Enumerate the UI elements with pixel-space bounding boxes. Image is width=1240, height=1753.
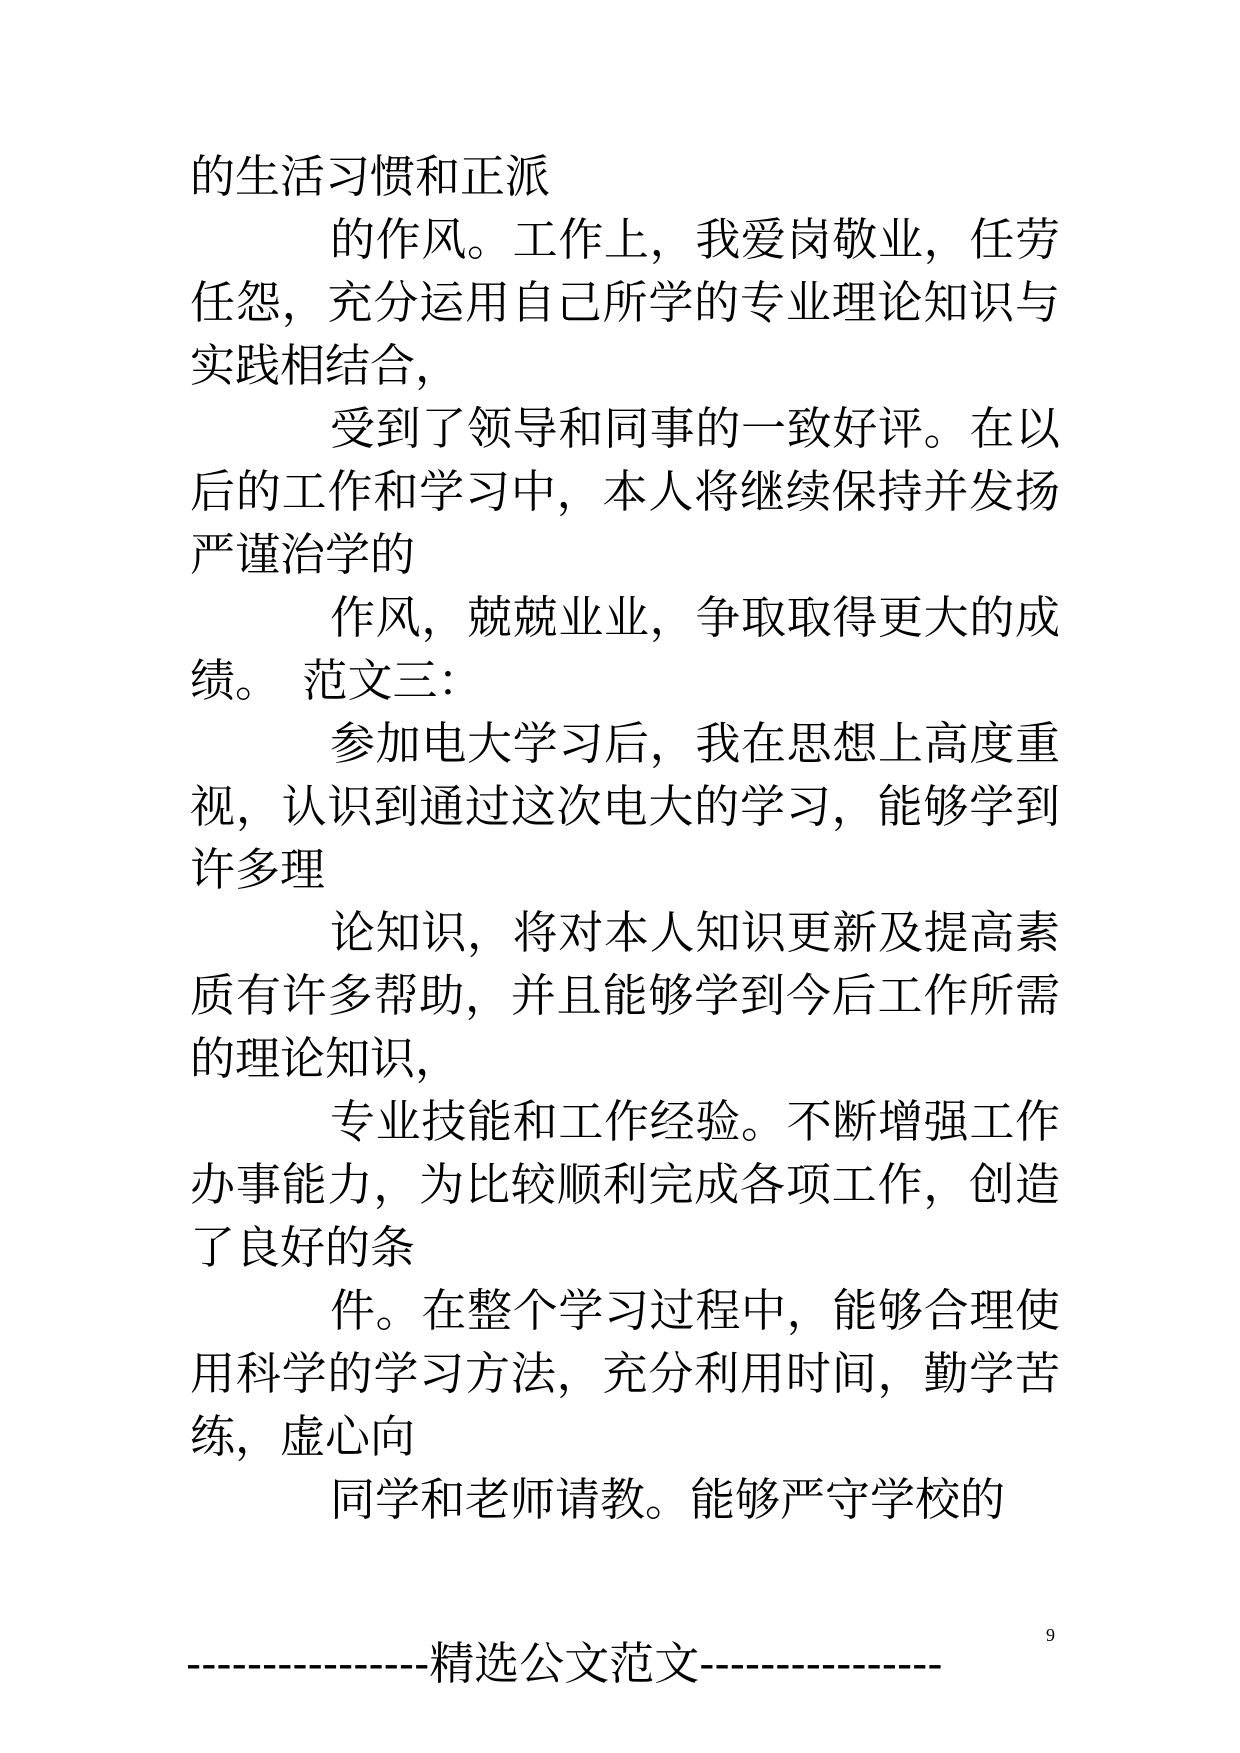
page-number: 9	[1046, 1625, 1055, 1645]
paragraph-7: 专业技能和工作经验。不断增强工作办事能力，为比较顺利完成各项工作，创造了良好的条	[190, 1095, 1060, 1274]
paragraph-4: 作风，兢兢业业，争取取得更大的成绩。 范文三：	[190, 591, 1060, 707]
document-body	[190, 145, 1060, 1531]
paragraph-5: 参加电大学习后，我在思想上高度重视，认识到通过这次电大的学习，能够学到许多理	[190, 717, 1060, 896]
paragraph-6: 论知识，将对本人知识更新及提高素质有许多帮助，并且能够学到今后工作所需的理论知识，	[190, 906, 1060, 1085]
paragraph-9: 同学和老师请教。能够严守学校的	[330, 1473, 1006, 1526]
page-footer: ----------------精选公文范文----------------	[186, 1637, 943, 1690]
paragraph-1: 的生活习惯和正派	[190, 150, 551, 203]
paragraph-8: 件。在整个学习过程中，能够合理使用科学的学习方法，充分利用时间，勤学苦练，虚心向	[190, 1284, 1060, 1463]
paragraph-3: 受到了领导和同事的一致好评。在以后的工作和学习中，本人将继续保持并发扬严谨治学的	[190, 402, 1060, 581]
paragraph-2: 的作风。工作上，我爱岗敬业，任劳任怨，充分运用自己所学的专业理论知识与实践相结合，	[190, 213, 1060, 392]
